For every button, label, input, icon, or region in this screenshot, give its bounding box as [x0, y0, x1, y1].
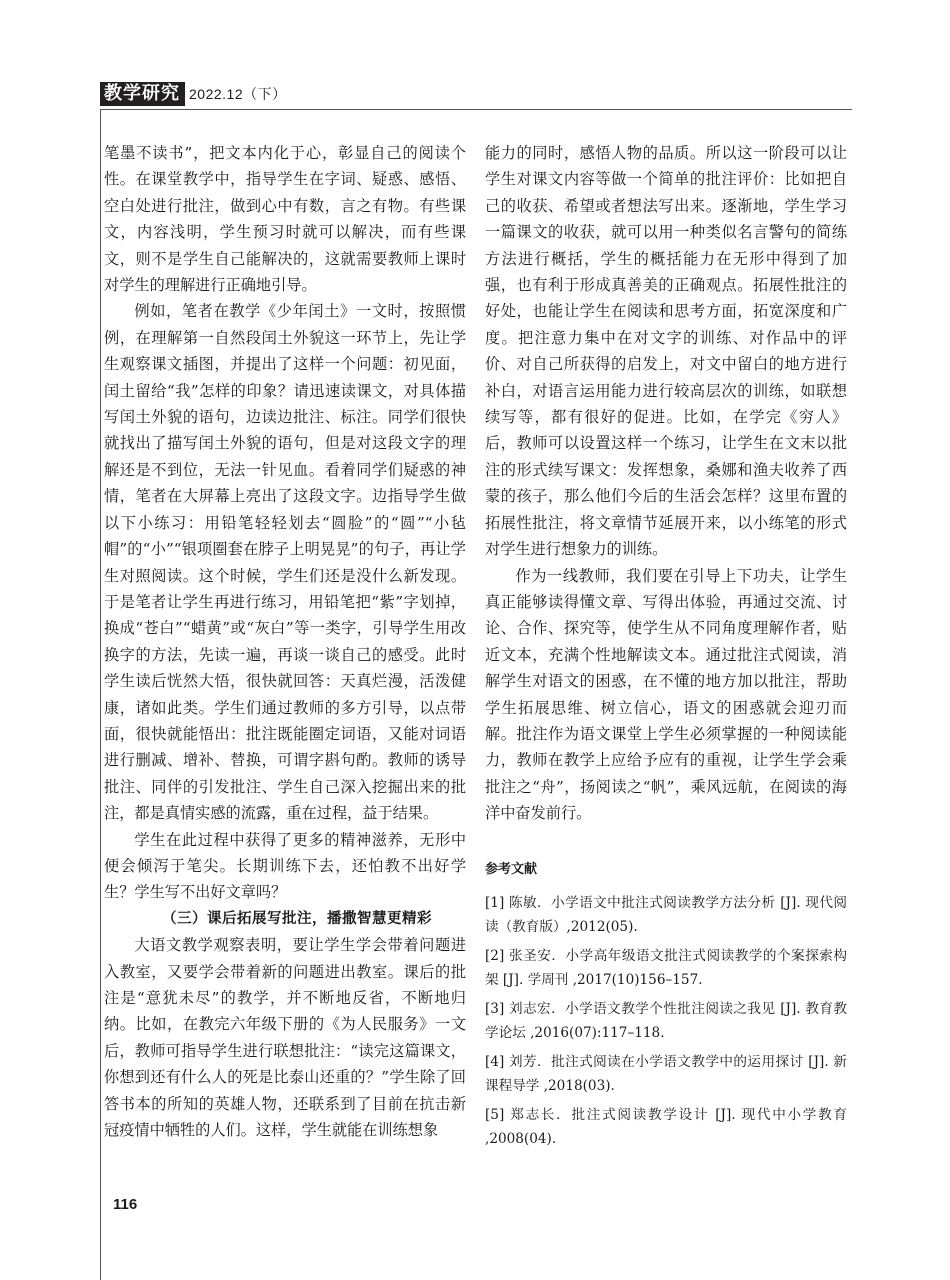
header-rule	[100, 109, 852, 110]
reference-item: [3] 刘志宏．小学语文教学个性批注阅读之我见 [J]. 教育教学论坛 ,2016(07):117–118.	[485, 1000, 847, 1041]
reference-item: [4] 刘芳．批注式阅读在小学语文教学中的运用探讨 [J]. 新课程导学 ,2018(03).	[485, 1053, 847, 1094]
paragraph: 作为一线教师，我们要在引导上下功夫，让学生真正能够读得懂文章、写得出体验，再通过交流、讨论、合作、探究等，使学生从不同角度理解作者，贴近文本，充满个性地解读文本。通过批注式阅读，消解学生对语文的困惑，在不懂的地方加以批注，帮助学生拓展思维、树立信心，语文的困惑就会迎刃而解。批注作为语文课堂上学生必须掌握的一种阅读能力，教师在教学上应给予应有的重视，让学生学会乘批注之“舟”，扬阅读之“帆”，乘风远航，在阅读的海洋中奋发前行。	[485, 566, 847, 823]
paragraph: 大语文教学观察表明，要让学生学会带着问题进入教室，又要学会带着新的问题进出教室。课后的批注是“意犹未尽”的教学，并不断地反省，不断地归纳。比如，在教完六年级下册的《为人民服务》一文后，教师可指导学生进行联想批注：“读完这篇课文，你想到还有什么人的死是比泰山还重的？”学生除了回答书本的所知的英雄人物，还联系到了目前在抗击新冠疫情中牺牲的人们。这样，学生就能在训练想象	[104, 936, 466, 1140]
left-column	[104, 140, 466, 1143]
reference-item: [5] 郑志长．批注式阅读教学设计 [J]. 现代中小学教育 ,2008(04).	[485, 1106, 847, 1147]
paragraph: 笔墨不读书”，把文本内化于心，彰显自己的阅读个性。在课堂教学中，指导学生在字词、疑惑、感悟、空白处进行批注，做到心中有数，言之有物。有些课文，内容浅明，学生预习时就可以解决，而有些课文，则不是学生自己能解决的，这就需要教师上课时对学生的理解进行正确地引导。	[104, 144, 466, 295]
references-title: 参考文献	[485, 861, 538, 877]
page-number: 116	[113, 1196, 138, 1213]
paragraph: 例如，笔者在教学《少年闰土》一文时，按照惯例，在理解第一自然段闰土外貌这一环节上，先让学生观察课文插图，并提出了这样一个问题：初见面，闰土留给“我”怎样的印象？请迅速读课文，对具体描写闰土外貌的语句，边读边批注、标注。同学们很快就找出了描写闰土外貌的语句，但是对这段文字的理解还是不到位，无法一针见血。看着同学们疑惑的神情，笔者在大屏幕上亮出了这段文字。边指导学生做以下小练习：用铅笔轻轻划去“圆脸”的“圆”“小毡帽”的“小”“银项圈套在脖子上明晃晃”的句子，再让学生对照阅读。这个时候，学生们还是没什么新发现。于是笔者让学生再进行练习，用铅笔把“紫”字划掉，换成“苍白”“蜡黄”或“灰白”等一类字，引导学生用改换字的方法，先读一遍，再谈一谈自己的感受。此时学生读后恍然大悟，很快就回答：天真烂漫，活泼健康，诸如此类。学生们通过教师的多方引导，以点带面，很快就能悟出：批注既能圈定词语，又能对词语进行删减、增补、替换，可谓字斟句酌。教师的诱导批注、同伴的引发批注、学生自己深入挖掘出来的批注，都是真情实感的流露，重在过程，益于结果。	[104, 302, 466, 823]
reference-item: [2] 张圣安．小学高年级语文批注式阅读教学的个案探索构架 [J]. 学周刊 ,2017(10)156–157.	[485, 947, 847, 988]
section-subheading: （三）课后拓展写批注，播撒智慧更精彩	[162, 909, 432, 927]
running-header	[100, 82, 287, 106]
journal-badge: 教学研究	[100, 82, 185, 106]
margin-rule	[100, 109, 101, 1280]
reference-item: [1] 陈敏．小学语文中批注式阅读教学方法分析 [J]. 现代阅读（教育版）,2012(05).	[485, 894, 847, 935]
paragraph: 学生在此过程中获得了更多的精神滋养，无形中便会倾泻于笔尖。长期训练下去，还怕教不出好学生？学生写不出好文章吗？	[104, 830, 466, 902]
issue-label: 2022.12（下）	[189, 86, 287, 102]
right-column	[485, 140, 847, 1156]
paragraph: 能力的同时，感悟人物的品质。所以这一阶段可以让学生对课文内容等做一个简单的批注评价：比如把自己的收获、希望或者想法写出来。逐渐地，学生学习一篇课文的收获，就可以用一种类似名言警句的简练方法进行概括，学生的概括能力在无形中得到了加强，也有利于形成真善美的正确观点。拓展性批注的好处，也能让学生在阅读和思考方面，拓宽深度和广度。把注意力集中在对文字的训练、对作品中的评价、对自己所获得的启发上，对文中留白的地方进行补白，对语言运用能力进行较高层次的训练，如联想续写等，都有很好的促进。比如，在学完《穷人》后，教师可以设置这样一个练习，让学生在文末以批注的形式续写课文：发挥想象，桑娜和渔夫收养了西蒙的孩子，那么他们今后的生活会怎样？这里布置的拓展性批注，将文章情节延展开来，以小练笔的形式对学生进行想象力的训练。	[485, 144, 847, 559]
